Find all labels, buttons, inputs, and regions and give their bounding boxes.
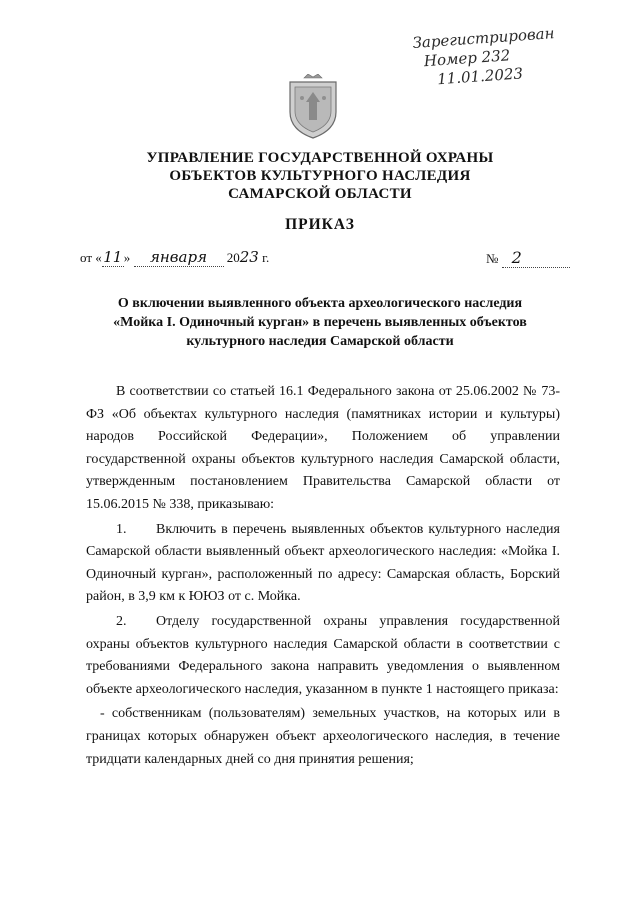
- agency-name-line: ОБЪЕКТОВ КУЛЬТУРНОГО НАСЛЕДИЯ: [169, 168, 471, 184]
- item-number: 1.: [116, 521, 127, 537]
- preamble-paragraph: В соответствии со статьей 16.1 Федерального закона от 25.06.2002 № 73-ФЗ «Об объектах культурного наследия (памятниках истории и культуры) народов Российской Федерации», Положением об управлении государственной охраны объектов культурного наследия Самарской области, утвержденным постановлением Правительства Самарской области от 15.06.2015 № 338, приказываю:: [86, 384, 560, 512]
- date-prefix: от «: [80, 250, 102, 265]
- date-mid: »: [123, 250, 131, 265]
- subject-line: культурного наследия Самарской области: [186, 334, 454, 349]
- registration-note-number: Номер 232: [423, 46, 511, 71]
- agency-name-line: УПРАВЛЕНИЕ ГОСУДАРСТВЕННОЙ ОХРАНЫ: [146, 150, 494, 166]
- order-item-1: [86, 519, 560, 609]
- item-text: Отделу государственной охраны управления государственной охраны объектов культурного наследия Самарской области в соответствии с требованиями Федерального закона направить уведомления о выявленном объекте археологического наследия, указанном в пункте 1 настоящего приказа:: [86, 613, 560, 697]
- date-month: января: [134, 248, 224, 267]
- date-year: 23: [239, 248, 259, 266]
- bullet-item: - собственникам (пользователям) земельных участков, на которых или в границах которых обнаружен объект археологического наследия, в течение тридцати календарных дней со дня принятия решения;: [86, 706, 560, 767]
- date-year-prefix: 20: [226, 250, 240, 265]
- subject-line: О включении выявленного объекта археологического наследия: [117, 296, 523, 311]
- order-subject: [100, 294, 540, 351]
- order-number: [486, 248, 570, 268]
- item-number: 2.: [116, 613, 127, 629]
- date-year-suffix: г.: [262, 250, 270, 265]
- order-item-2: [86, 611, 560, 701]
- registration-note-date: 11.01.2023: [436, 64, 524, 89]
- agency-name: [100, 149, 540, 203]
- document-type-title: ПРИКАЗ: [285, 216, 355, 233]
- number-value: 2: [502, 248, 570, 268]
- registration-note-line: Зарегистрирован: [412, 24, 556, 52]
- order-date: [80, 248, 269, 267]
- number-label: №: [486, 251, 499, 266]
- order-body: [86, 381, 560, 771]
- date-day: 11: [103, 248, 123, 266]
- item-text: Включить в перечень выявленных объектов культурного наследия Самарской области выявленный объект археологического наследия: «Мойка I. Одиночный курган», расположенный по адресу: Самарская область, Борский район, в 3,9 км к ЮЮЗ от с. Мойка.: [86, 521, 560, 605]
- subject-line: «Мойка I. Одиночный курган» в перечень выявленных объектов: [113, 315, 527, 330]
- agency-name-line: САМАРСКОЙ ОБЛАСТИ: [228, 186, 412, 202]
- coat-of-arms-icon: [284, 74, 342, 140]
- registration-handwritten-note: [412, 20, 615, 91]
